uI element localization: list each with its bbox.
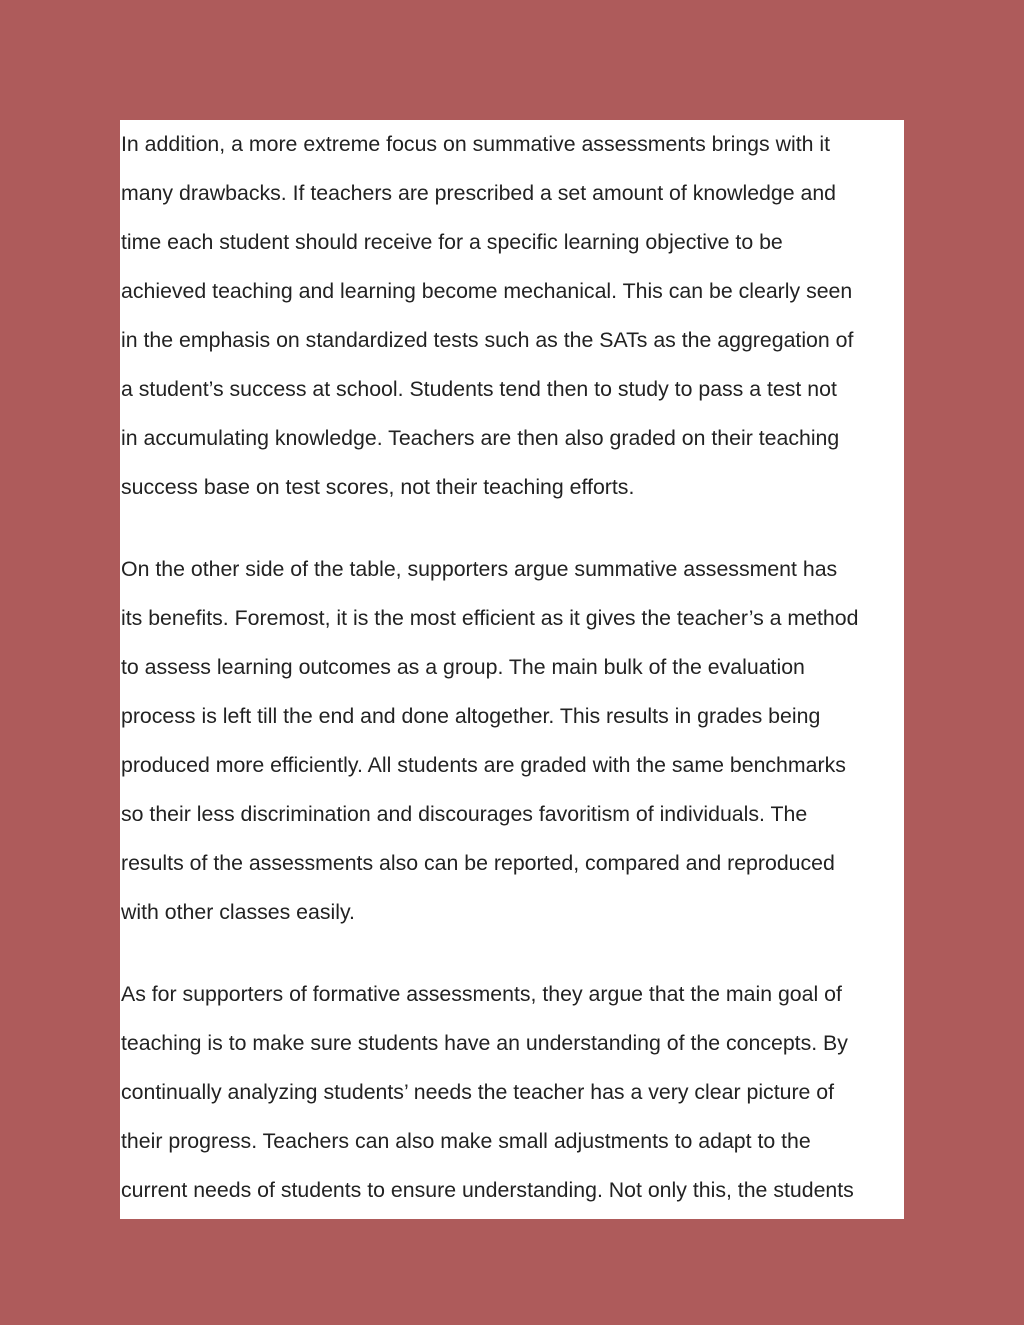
text-line: in accumulating knowledge. Teachers are then also graded on their teaching xyxy=(121,426,840,450)
text-line: their progress. Teachers can also make small adjustments to adapt to the xyxy=(121,1129,811,1153)
text-line: time each student should receive for a specific learning objective to be xyxy=(121,230,783,254)
text-line: so their less discrimination and discourages favoritism of individuals. The xyxy=(121,802,808,826)
text-line: teaching is to make sure students have an understanding of the concepts. By xyxy=(121,1031,848,1055)
text-line: On the other side of the table, supporters argue summative assessment has xyxy=(121,557,838,581)
paragraph-spacer xyxy=(120,937,904,970)
paragraph xyxy=(120,120,904,512)
text-line: results of the assessments also can be reported, compared and reproduced xyxy=(121,851,835,875)
text-line: success base on test scores, not their teaching efforts. xyxy=(121,475,635,499)
document-page xyxy=(120,120,904,1219)
paragraph xyxy=(120,545,904,937)
text-line: in the emphasis on standardized tests such as the SATs as the aggregation of xyxy=(121,328,854,352)
text-line: a student’s success at school. Students tend then to study to pass a test not xyxy=(121,377,837,401)
text-line: As for supporters of formative assessments, they argue that the main goal of xyxy=(121,982,842,1006)
text-line: produced more efficiently. All students are graded with the same benchmarks xyxy=(121,753,846,777)
text-line: current needs of students to ensure understanding. Not only this, the students xyxy=(121,1178,854,1202)
paragraph-spacer xyxy=(120,512,904,545)
text-line: continually analyzing students’ needs the teacher has a very clear picture of xyxy=(121,1080,835,1104)
text-line: with other classes easily. xyxy=(121,900,355,924)
paragraph xyxy=(120,970,904,1215)
text-line: its benefits. Foremost, it is the most efficient as it gives the teacher’s a method xyxy=(121,606,859,630)
text-line: to assess learning outcomes as a group. The main bulk of the evaluation xyxy=(121,655,805,679)
text-line: achieved teaching and learning become mechanical. This can be clearly seen xyxy=(121,279,853,303)
text-line: In addition, a more extreme focus on summative assessments brings with it xyxy=(121,132,831,156)
text-line: many drawbacks. If teachers are prescribed a set amount of knowledge and xyxy=(121,181,837,205)
text-line: process is left till the end and done altogether. This results in grades being xyxy=(121,704,821,728)
